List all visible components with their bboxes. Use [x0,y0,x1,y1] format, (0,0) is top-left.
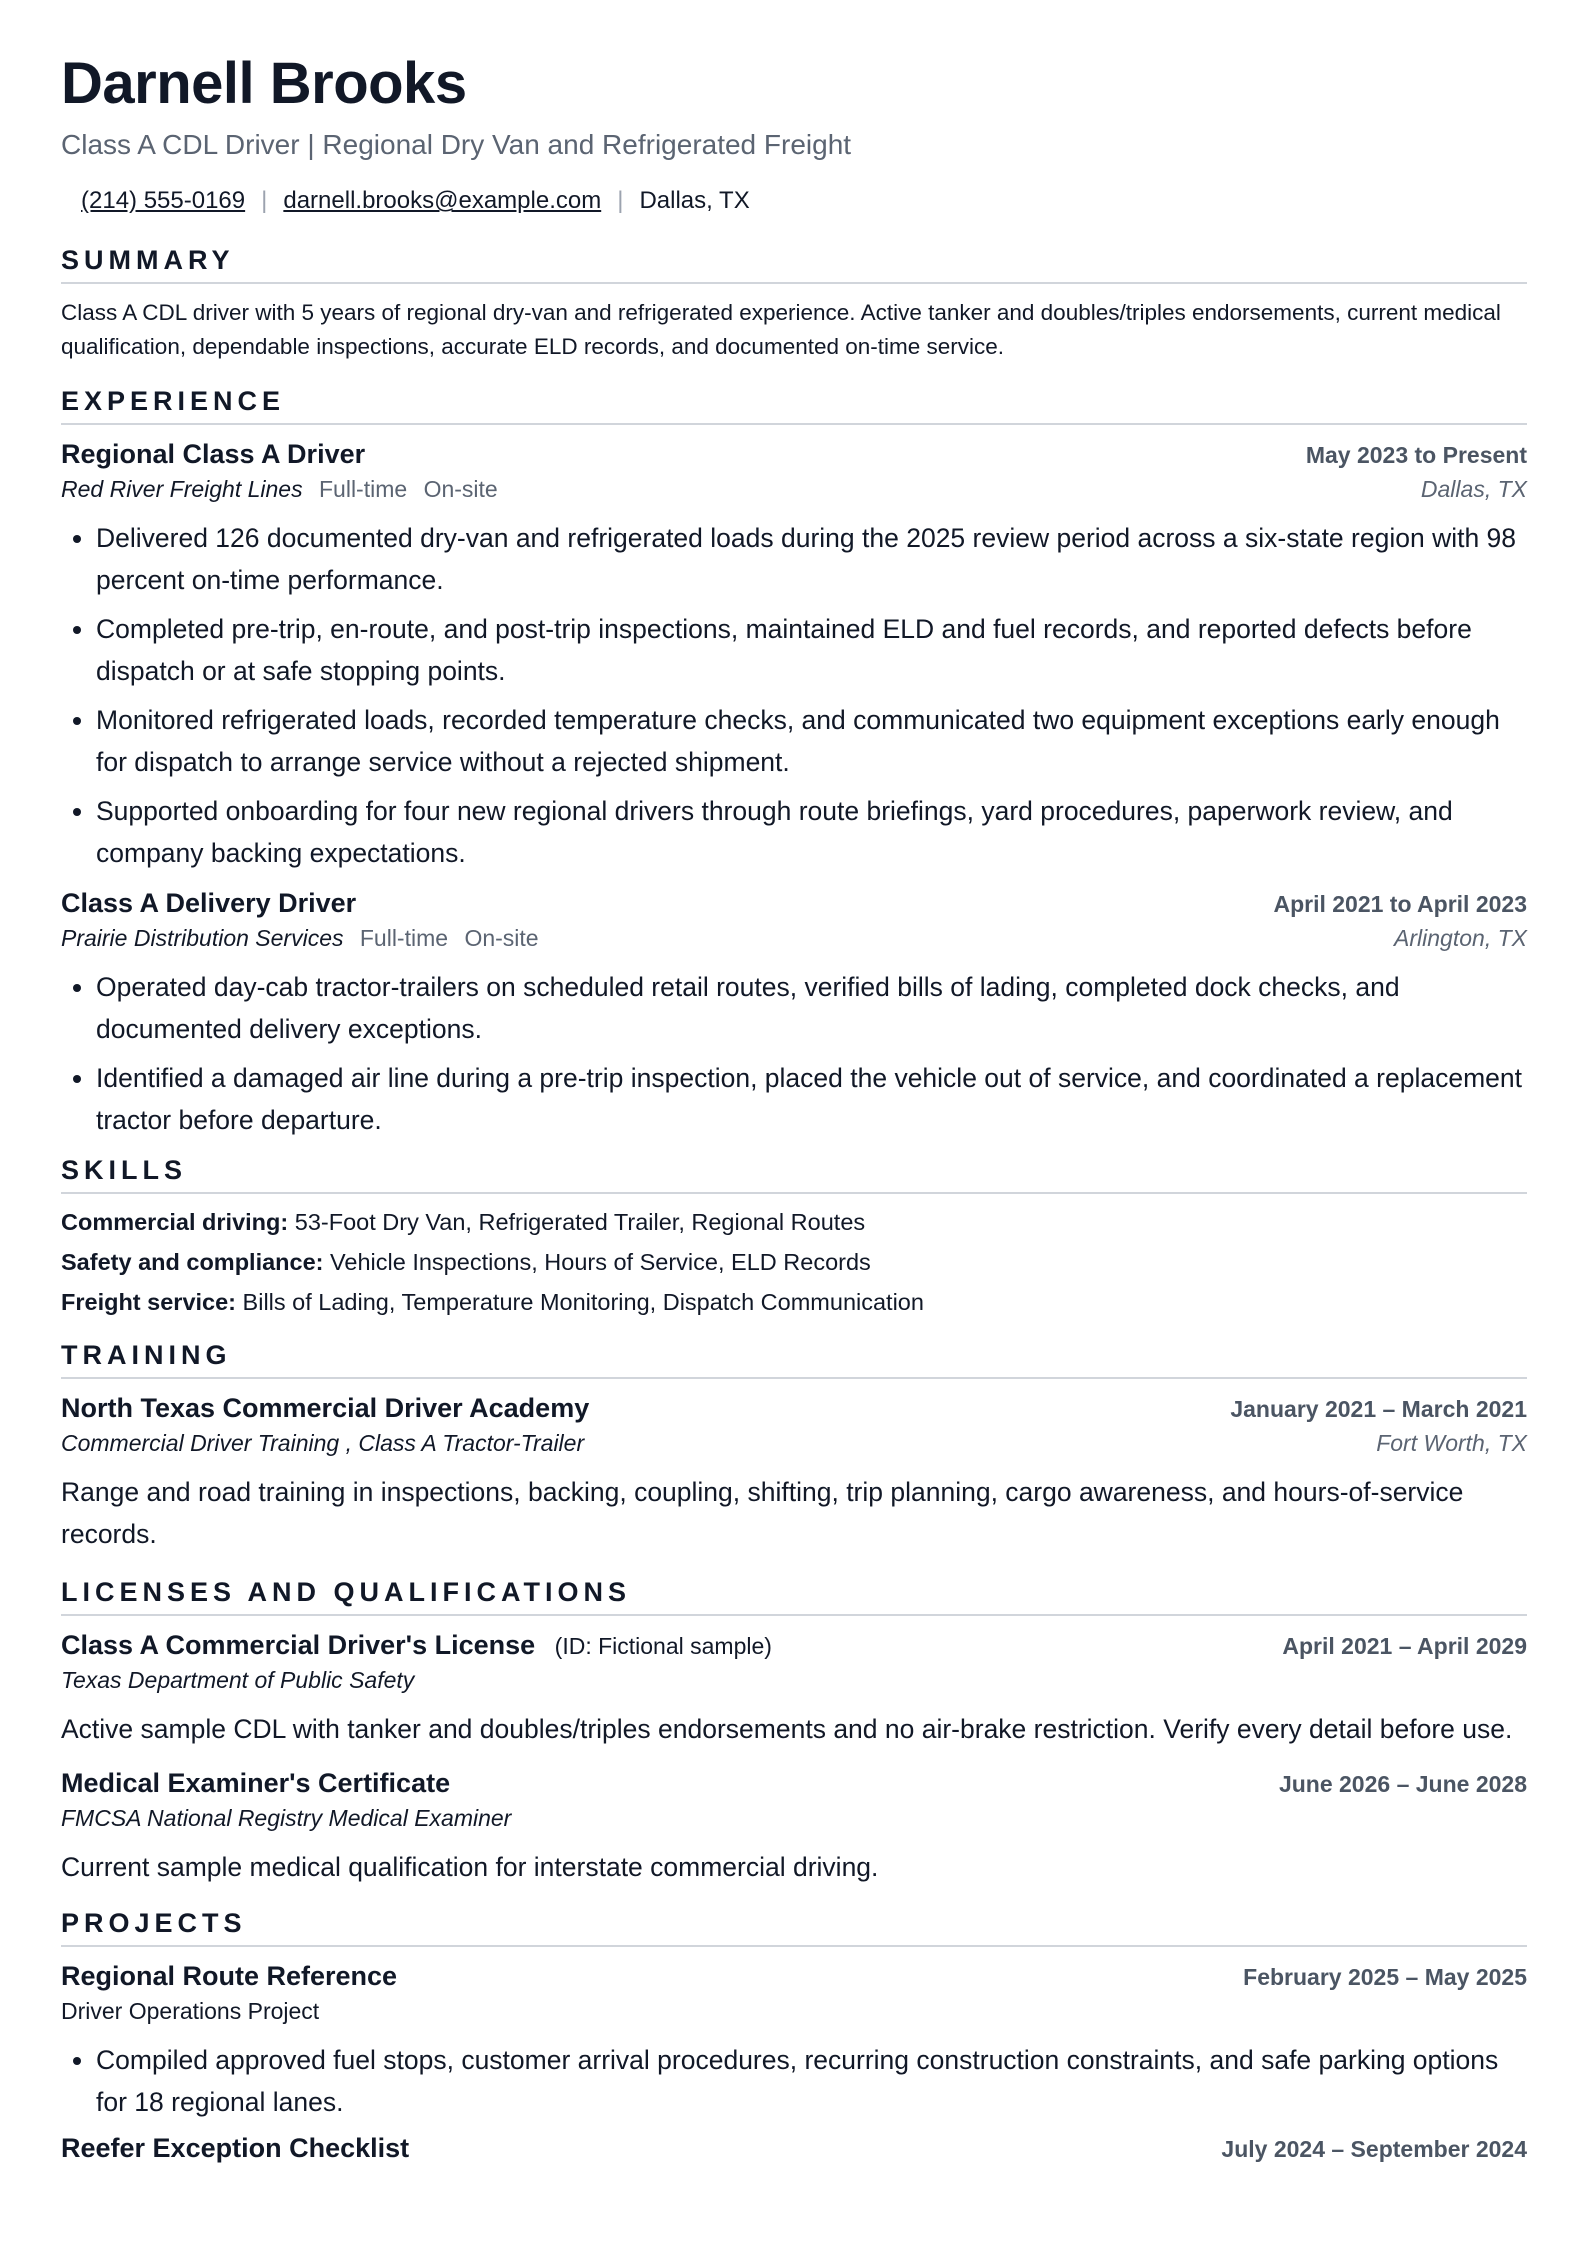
skill-value: 53-Foot Dry Van, Refrigerated Trailer, Regional Routes [294,1209,866,1236]
skill-label: Freight service: [61,1289,237,1316]
section-title-summary: SUMMARY [61,245,1527,284]
project-dates: July 2024 – September 2024 [1221,2136,1527,2163]
training-entry [61,1393,1527,1555]
candidate-tagline: Class A CDL Driver | Regional Dry Van and Refrigerated Freight [61,128,852,160]
project-title: Reefer Exception Checklist [61,2133,410,2164]
job-entry [61,888,1527,1141]
section-title-training: TRAINING [61,1340,1527,1379]
job-company: Prairie Distribution Services [61,925,344,952]
license-description: Active sample CDL with tanker and doubles/triples endorsements and no air-brake restriction. Verify every detail before use. [61,1714,1513,1745]
contact-separator: | [617,187,624,215]
license-dates: April 2021 – April 2029 [1282,1633,1527,1660]
license-issuer: Texas Department of Public Safety [61,1667,415,1694]
training-dates: January 2021 – March 2021 [1230,1396,1527,1423]
license-title: Class A Commercial Driver's License [61,1630,536,1661]
skill-value: Bills of Lading, Temperature Monitoring, Dispatch Communication [242,1289,924,1316]
license-entry [61,1768,1527,1888]
training-location: Fort Worth, TX [1376,1430,1527,1457]
project-entry [61,1961,1527,2123]
job-bullets [61,966,1527,1141]
training-title: North Texas Commercial Driver Academy [61,1393,590,1424]
section-title-experience: EXPERIENCE [61,386,1527,425]
project-bullets [61,2039,1527,2123]
contact-line [81,187,1527,215]
skill-row [61,1202,1527,1242]
license-id: (ID: Fictional sample) [554,1633,772,1660]
phone-link[interactable]: (214) 555-0169 [81,187,246,215]
license-dates: June 2026 – June 2028 [1278,1771,1527,1798]
summary-text: Class A CDL driver with 5 years of regional dry-van and refrigerated experience. Active tanker and doubles/triples endorsements, current medical qualification, dependable inspections, accurate ELD records, and documented on-time service. [61,300,1501,360]
section-title-licenses: LICENSES AND QUALIFICATIONS [61,1577,1527,1616]
contact-separator: | [261,187,268,215]
candidate-name: Darnell Brooks [61,51,467,116]
job-type: Full-time [319,476,408,503]
skills-section [61,1155,1527,1322]
project-subtitle: Driver Operations Project [61,1998,320,2025]
job-location: Arlington, TX [1394,925,1527,952]
skill-label: Safety and compliance: [61,1249,324,1276]
skill-label: Commercial driving: [61,1209,289,1236]
job-bullet: • Completed pre-trip, en-route, and post-trip inspections, maintained ELD and fuel records, and reported defects before dispatch or at safe stopping points. [96,608,1527,692]
job-bullet: • Operated day-cab tractor-trailers on scheduled retail routes, verified bills of lading, completed dock checks, and documented delivery exceptions. [96,966,1527,1050]
job-bullet: • Supported onboarding for four new regional drivers through route briefings, yard procedures, paperwork review, and company backing expectations. [96,790,1527,874]
project-entry [61,2133,1527,2164]
job-type: Full-time [359,925,449,952]
summary-section [61,245,1527,364]
license-entry [61,1630,1527,1750]
section-title-projects: PROJECTS [61,1908,1527,1947]
email-link[interactable]: darnell.brooks@example.com [283,187,602,215]
license-description: Current sample medical qualification for interstate commercial driving. [61,1852,879,1883]
job-company: Red River Freight Lines [61,476,303,503]
training-program: Commercial Driver Training , Class A Tractor-Trailer [61,1430,585,1457]
section-title-skills: SKILLS [61,1155,1527,1194]
job-title: Regional Class A Driver [61,439,366,470]
license-issuer: FMCSA National Registry Medical Examiner [61,1805,512,1832]
skill-value: Vehicle Inspections, Hours of Service, ELD Records [330,1249,871,1276]
projects-section [61,1908,1527,2164]
job-mode: On-site [423,476,498,503]
experience-section [61,386,1527,1141]
job-entry [61,439,1527,874]
job-location: Dallas, TX [1420,476,1527,503]
job-dates: May 2023 to Present [1305,442,1527,469]
job-mode: On-site [464,925,539,952]
training-description: Range and road training in inspections, backing, coupling, shifting, trip planning, cargo awareness, and hours-of-service records. [61,1477,1464,1550]
skill-row [61,1242,1527,1282]
job-dates: April 2021 to April 2023 [1273,891,1527,918]
contact-location: Dallas, TX [639,187,750,215]
job-title: Class A Delivery Driver [61,888,357,919]
project-bullet: • Compiled approved fuel stops, customer arrival procedures, recurring construction constraints, and safe parking options for 18 regional lanes. [96,2039,1527,2123]
job-bullet: • Identified a damaged air line during a pre-trip inspection, placed the vehicle out of service, and coordinated a replacement tractor before departure. [96,1057,1527,1141]
training-section [61,1340,1527,1555]
job-bullet: • Monitored refrigerated loads, recorded temperature checks, and communicated two equipment exceptions early enough for dispatch to arrange service without a rejected shipment. [96,699,1527,783]
job-bullets [61,517,1527,874]
license-title: Medical Examiner's Certificate [61,1768,451,1799]
project-title: Regional Route Reference [61,1961,398,1992]
licenses-section [61,1577,1527,1888]
project-dates: February 2025 – May 2025 [1243,1964,1527,1991]
job-bullet: • Delivered 126 documented dry-van and refrigerated loads during the 2025 review period across a six-state region with 98 percent on-time performance. [96,517,1527,601]
skill-row [61,1282,1527,1322]
